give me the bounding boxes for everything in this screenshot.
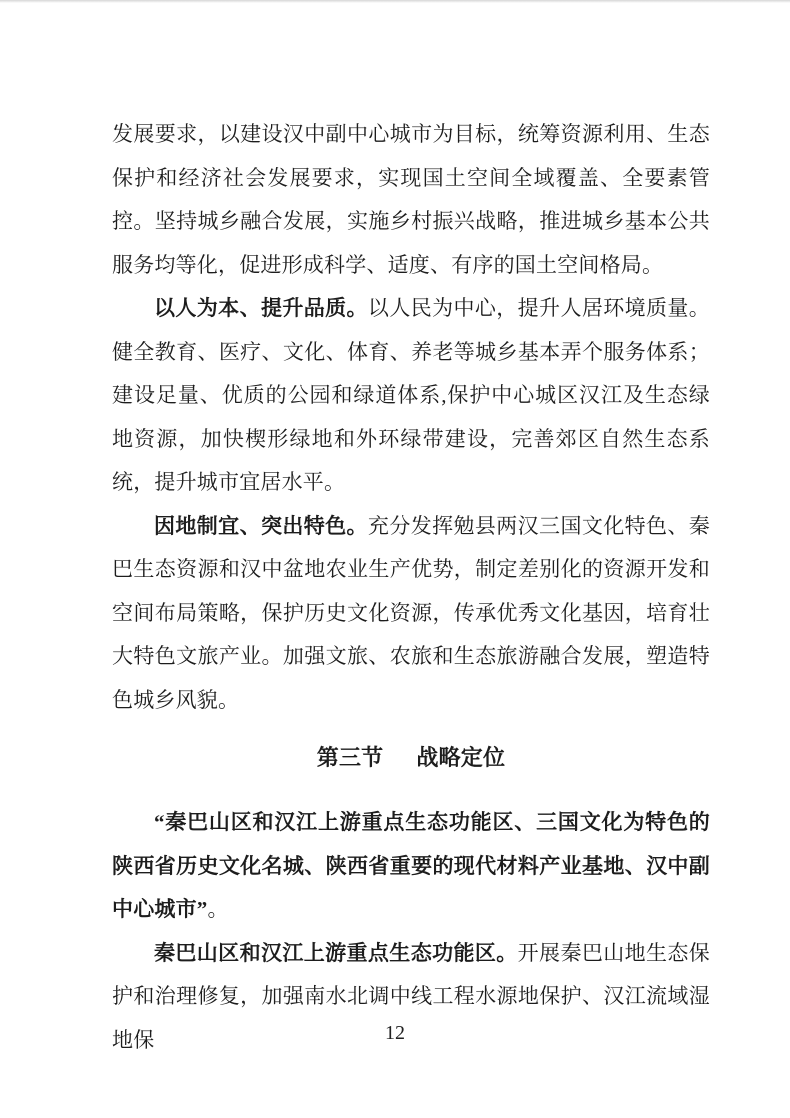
section-heading-number: 第三节 [316,745,384,770]
page-content [112,113,710,1062]
paragraph-continuation [112,113,710,287]
scan-edge-artifact [0,0,790,3]
paragraph-people-oriented [112,287,710,505]
paragraph-bold-lead: 秦巴山区和汉江上游重点生态功能区。 [154,940,518,965]
paragraph-strategic-positioning-quote [112,801,710,932]
paragraph-bold-lead: 因地制宜、突出特色。 [154,513,368,538]
paragraph-bold-lead: 以人为本、提升品质。 [154,296,368,320]
section-heading [112,736,710,780]
paragraph-bold-lead: “秦巴山区和汉江上游重点生态功能区、三国文化为特色的陕西省历史文化名城、陕西省重要的现代材料产业基地、汉中副中心城市” [112,810,710,921]
section-heading-title: 战略定位 [416,745,506,770]
paragraph-local-features [112,505,710,723]
paragraph-text: 。 [207,897,229,921]
page-number-text: 12 [385,1022,405,1044]
paragraph-text: 发展要求，以建设汉中副中心城市为目标，统筹资源利用、生态保护和经济社会发展要求，实现国土空间全域覆盖、全要素管控。坚持城乡融合发展，实施乡村振兴战略，推进城乡基本公共服务均等化，促进形成科学、适度、有序的国土空间格局。 [112,122,710,277]
page-number [0,1021,790,1045]
paragraph-text: 开展秦巴山地生态保护和治理修复，加强南水北调中线工程水源地保护、汉江流域湿地保 [112,940,710,1052]
paragraph-text: 充分发挥勉县两汉三国文化特色、秦巴生态资源和汉中盆地农业生产优势，制定差别化的资源开发和空间布局策略，保护历史文化资源，传承优秀文化基因，培育壮大特色文旅产业。加强文旅、农旅和生态旅游融合发展，塑造特色城乡风貌。 [112,513,710,712]
paragraph-text: 以人民为中心，提升人居环境质量。健全教育、医疗、文化、体育、养老等城乡基本弄个服务体系；建设足量、优质的公园和绿道体系,保护中心城区汉江及生态绿地资源，加快楔形绿地和外环绿带建设，完善郊区自然生态系统，提升城市宜居水平。 [112,296,710,494]
